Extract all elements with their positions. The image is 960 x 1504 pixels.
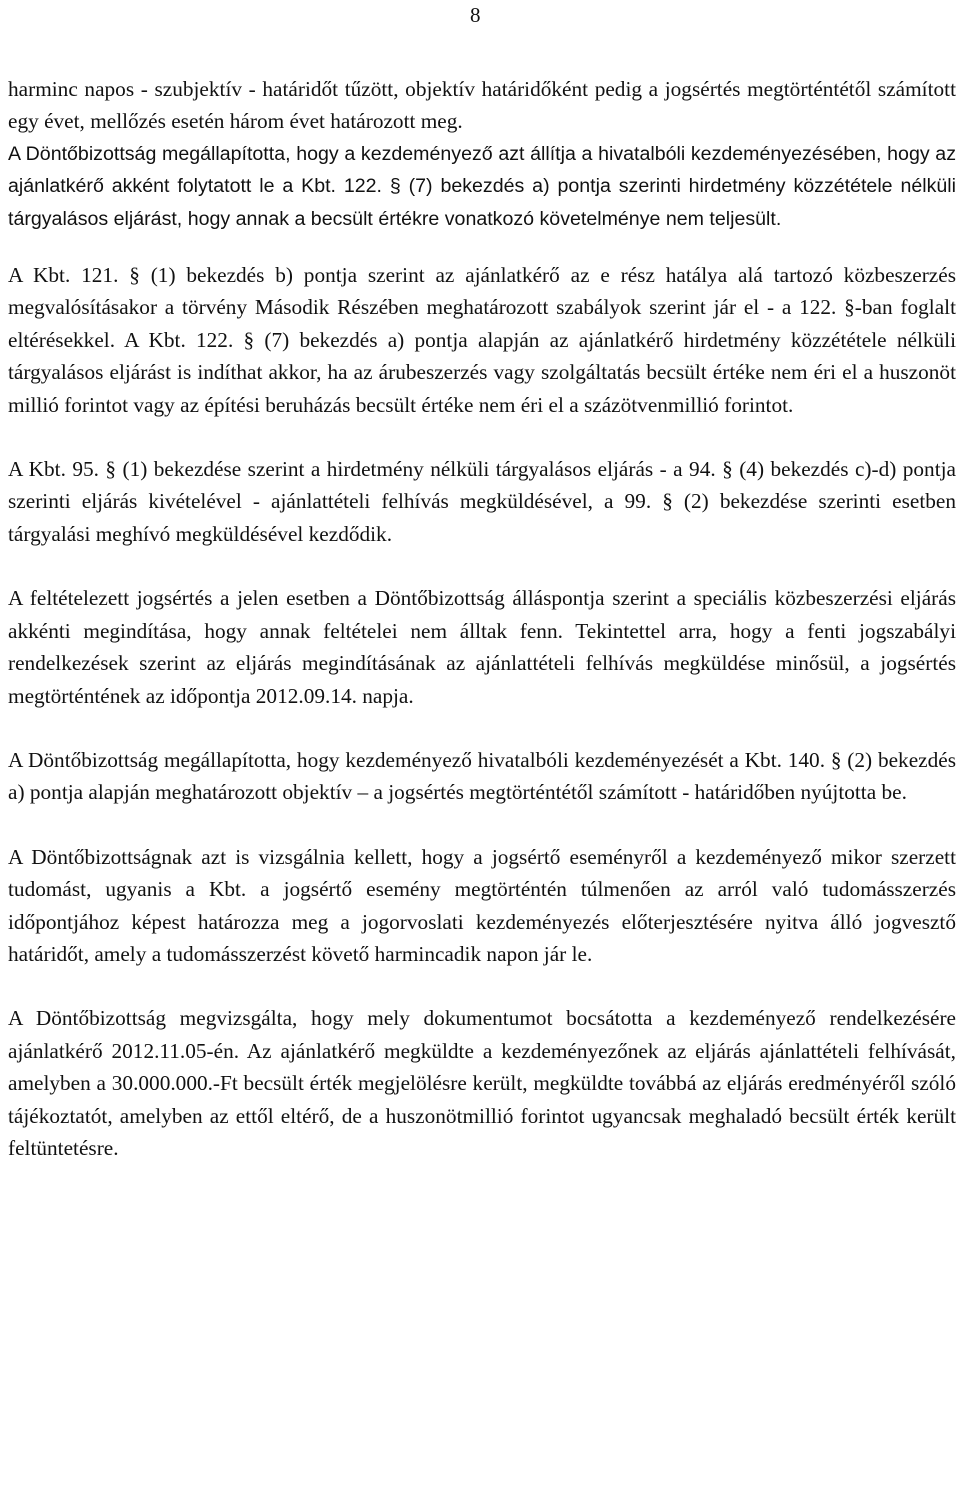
paragraph-spacer	[8, 712, 956, 744]
paragraph-spacer	[8, 550, 956, 582]
paragraph-spacer	[8, 235, 956, 259]
document-body	[8, 73, 956, 1164]
paragraph-spacer	[8, 809, 956, 841]
paragraph-kbt-95: A Kbt. 95. § (1) bekezdése szerint a hirdetmény nélküli tárgyalásos eljárás - a 94. § (4) bekezdés c)-d) pontja szerinti eljárás kivételével - ajánlattételi felhívás megküldésével, a 99. § (2) bekezdése szerinti esetben tárgyalási meghívó megküldésével kezdődik.	[8, 457, 956, 546]
paragraph-violation-date: A feltételezett jogsértés a jelen esetben a Döntőbizottság álláspontja szerint a speciális közbeszerzési eljárás akkénti megindítása, hogy annak feltételei nem álltak fenn. Tekintettel arra, hogy a fenti jogszabályi rendelkezések szerint az eljárás megindításának az ajánlattételi felhívás megküldése minősül, a jogsértés megtörténtének az időpontja 2012.09.14. napja.	[8, 586, 956, 708]
paragraph-spacer	[8, 970, 956, 1002]
paragraph-deadline-rules: harminc napos - szubjektív - határidőt tűzött, objektív határidőként pedig a jogsértés megtörténtétől számított egy évet, mellőzés esetén három évet határozott meg.	[8, 77, 956, 134]
paragraph-knowledge-date: A Döntőbizottságnak azt is vizsgálnia kellett, hogy a jogsértő eseményről a kezdeményező mikor szerzett tudomást, ugyanis a Kbt. a jogsértő esemény megtörténtén túlmenően az arról való tudomásszerzés időpontjához képest határozza meg a jogorvoslati kezdeményezés előterjesztésére nyitva álló jogvesztő határidőt, amely a tudomásszerzést követő harmincadik napon jár le.	[8, 844, 956, 966]
paragraph-objective-deadline: A Döntőbizottság megállapította, hogy kezdeményező hivatalbóli kezdeményezését a Kbt. 140. § (2) bekezdés a) pontja alapján meghatározott objektív – a jogsértés megtörténtétől számított - határidőben nyújtotta be.	[8, 747, 956, 805]
paragraph-spacer	[8, 421, 956, 453]
paragraph-documents-examined: A Döntőbizottság megvizsgálta, hogy mely dokumentumot bocsátotta a kezdeményező rendelkezésére ajánlatkérő 2012.11.05-én. Az ajánlatkérő megküldte a kezdeményezőnek az eljárás ajánlattételi felhívását, amelyben a 30.000.000.-Ft becsült érték megjelölésre került, megküldte továbbá az eljárás eredményéről szóló tájékoztatót, amelyben az ettől eltérő, de a huszonötmillió forintot ugyancsak meghaladó becsült érték került feltüntetésre.	[8, 1006, 956, 1160]
page-number: 8	[470, 3, 481, 27]
paragraph-kbt-121: A Kbt. 121. § (1) bekezdés b) pontja szerint az ajánlatkérő az e rész hatálya alá tartozó közbeszerzés megvalósításakor a törvény Második Részében meghatározott szabályok szerint jár el - a 122. §-ban foglalt eltérésekkel. A Kbt. 122. § (7) bekezdés a) pontja alapján az ajánlatkérő hirdetmény közzététele nélküli tárgyalásos eljárást is indíthat akkor, ha az árubeszerzés vagy szolgáltatás becsült értéke nem éri el a huszonöt millió forintot vagy az építési beruházás becsült értéke nem éri el a százötvenmillió forintot.	[8, 263, 956, 417]
paragraph-initiator-claim: A Döntőbizottság megállapította, hogy a kezdeményező azt állítja a hivatalbóli kezdeményezésében, hogy az ajánlatkérő akként folytatott le a Kbt. 122. § (7) bekezdés a) pontja szerinti hirdetmény közzététele nélküli tárgyalásos eljárást, hogy annak a becsült értékre vonatkozó követelménye nem teljesült.	[8, 142, 956, 230]
